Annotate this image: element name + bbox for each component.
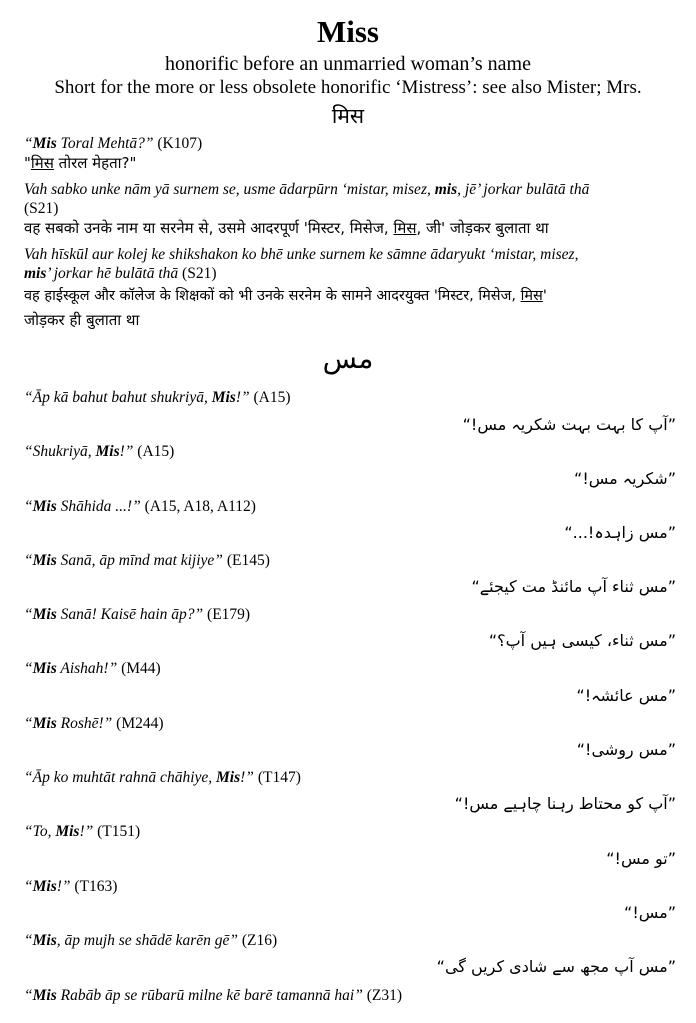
source-ref: (A15) — [249, 389, 291, 406]
example-urdu: ”مس آپ مجھ سے شادی کریں گی“ — [436, 957, 676, 976]
keyword: Mis — [211, 389, 236, 406]
source-ref: (M44) — [117, 660, 161, 677]
source-ref: (A15) — [133, 443, 175, 460]
source-ref: (A15, A18, A112) — [140, 498, 256, 515]
example-devanagari — [24, 154, 676, 173]
keyword: Mis — [55, 823, 80, 840]
example-romanized — [24, 877, 676, 896]
usage-note: Short for the more or less obsolete honorific ‘Mistress’: see also Mister; Mrs. — [54, 77, 642, 98]
example-urdu: ”مس ثناء، کیسی ہیں آپ؟“ — [488, 631, 676, 650]
source-ref: (S21) — [178, 265, 217, 282]
example-romanized — [24, 659, 676, 678]
example-text: , जी' जोड़कर बुलाता था — [416, 219, 549, 237]
example-text: Shukriyā, — [32, 443, 96, 460]
example-romanized — [24, 822, 676, 841]
hindi-heading: मिस — [331, 104, 365, 128]
example-romanized — [24, 180, 676, 199]
source-ref: (T151) — [93, 823, 141, 840]
example-text: वह हाईस्कूल और कॉलेज के शिक्षकों को भी उनके सरनेम के सामने आदरयुक्त 'मिस्टर, मिसेज, — [24, 288, 521, 304]
example-text: , jē’ jorkar bulātā thā — [457, 181, 590, 198]
definition: honorific before an unmarried woman’s name — [165, 53, 531, 75]
quote-mark: “ — [24, 660, 33, 677]
example-text: !” — [240, 769, 254, 786]
example-urdu: ”تو مس!“ — [606, 849, 676, 868]
keyword: mis — [24, 265, 47, 282]
example-devanagari — [24, 219, 676, 238]
source-ref: (Z31) — [362, 987, 403, 1004]
keyword: Mis — [32, 135, 57, 152]
keyword: मिस — [393, 219, 417, 237]
example-romanized: Vah hīskūl aur kolej ke shikshakon ko bhē unke surnem ke sāmne ādaryukt ‘mistar, misez, — [24, 246, 579, 263]
example-romanized — [24, 442, 676, 461]
example-urdu: ”شکریہ مس!“ — [574, 469, 676, 488]
example-text: To, — [32, 823, 56, 840]
source-ref: (E179) — [203, 606, 251, 623]
example-urdu: ”آپ کو محتاط رہنا چاہیے مس!“ — [454, 794, 676, 813]
example-urdu: ”مس!“ — [624, 903, 676, 922]
example-devanagari — [24, 287, 676, 306]
example-text: !” — [119, 443, 134, 460]
keyword: mis — [434, 181, 458, 198]
keyword: Mis — [32, 498, 57, 515]
example-text: वह सबको उनके नाम या सरनेम से, उसमे आदरपूर्ण 'मिस्टर, मिसेज, — [24, 219, 394, 237]
quote-mark: “ — [24, 878, 33, 895]
quote-mark: “ — [24, 932, 33, 949]
keyword: Mis — [95, 443, 120, 460]
example-romanized — [24, 134, 676, 153]
source-ref: (T147) — [253, 769, 301, 786]
keyword: Mis — [32, 715, 57, 732]
example-romanized — [24, 768, 676, 787]
example-text: Rabāb āp se rūbarū milne kē barē tamannā hai” — [56, 987, 363, 1004]
example-text: ' — [542, 288, 547, 304]
quote-mark: “ — [24, 389, 33, 406]
quote-mark: “ — [24, 823, 33, 840]
quote-mark: “ — [24, 135, 33, 152]
keyword: Mis — [32, 878, 57, 895]
example-urdu: ”مس ثناء آپ مائنڈ مت کیجئے“ — [471, 577, 676, 596]
example-text: !” — [79, 823, 94, 840]
quote-mark: “ — [24, 987, 33, 1004]
example-urdu: ”آپ کا بہت بہت شکریہ مس!“ — [462, 415, 676, 434]
example-devanagari: जोड़कर ही बुलाता था — [24, 311, 140, 329]
keyword: Mis — [32, 987, 57, 1004]
example-text: Vah sabko unke nām yā surnem se, usme ādarpūrn ‘mistar, misez, — [24, 181, 435, 198]
quote-mark: “ — [24, 606, 33, 623]
example-text: Sanā! Kaisē hain āp?” — [56, 606, 204, 623]
keyword: मिस — [520, 288, 543, 304]
example-urdu: ”مس زاہدہ!...“ — [564, 523, 676, 542]
source-ref: (M244) — [112, 715, 164, 732]
example-text: Sanā, āp mīnd mat kijiye” — [56, 552, 223, 569]
quote-mark: “ — [24, 498, 33, 515]
source-ref: (K107) — [153, 135, 203, 152]
example-text: , āp mujh se shādē karēn gē” — [56, 932, 238, 949]
keyword: Mis — [32, 606, 57, 623]
quote-mark: “ — [24, 715, 33, 732]
example-romanized — [24, 605, 676, 624]
example-romanized — [24, 551, 676, 570]
example-romanized — [24, 931, 676, 950]
example-romanized — [24, 986, 676, 1005]
quote-mark: " — [24, 154, 31, 172]
page-title: Miss — [317, 14, 379, 49]
example-urdu: ”مس عائشہ!“ — [576, 686, 676, 705]
example-text: !” — [56, 878, 71, 895]
example-text: Āp ko muhtāt rahnā chāhiye, — [32, 769, 217, 786]
source-ref: (T163) — [70, 878, 118, 895]
example-text: तोरल मेहता?" — [53, 154, 137, 172]
source-ref: (S21) — [24, 200, 59, 217]
example-urdu: ”مس روشی!“ — [576, 740, 676, 759]
example-text: Toral Mehtā?” — [56, 135, 154, 152]
example-text: Āp kā bahut bahut shukriyā, — [32, 389, 212, 406]
quote-mark: “ — [24, 443, 33, 460]
quote-mark: “ — [24, 769, 33, 786]
keyword: Mis — [32, 932, 57, 949]
example-romanized — [24, 714, 676, 733]
keyword: Mis — [32, 660, 57, 677]
example-text: ’ jorkar hē bulātā thā — [46, 265, 179, 282]
keyword: Mis — [32, 552, 57, 569]
source-ref: (Z16) — [238, 932, 278, 949]
quote-mark: “ — [24, 552, 33, 569]
example-romanized — [24, 264, 676, 283]
example-text: Shāhida ...!” — [56, 498, 141, 515]
example-text: !” — [235, 389, 250, 406]
example-text: Roshē!” — [56, 715, 113, 732]
example-text: Aishah!” — [56, 660, 118, 677]
keyword: मिस — [30, 154, 54, 172]
keyword: Mis — [216, 769, 241, 786]
example-romanized — [24, 388, 676, 407]
source-ref: (E145) — [222, 552, 270, 569]
example-romanized — [24, 497, 676, 516]
urdu-heading: مس — [322, 342, 374, 375]
